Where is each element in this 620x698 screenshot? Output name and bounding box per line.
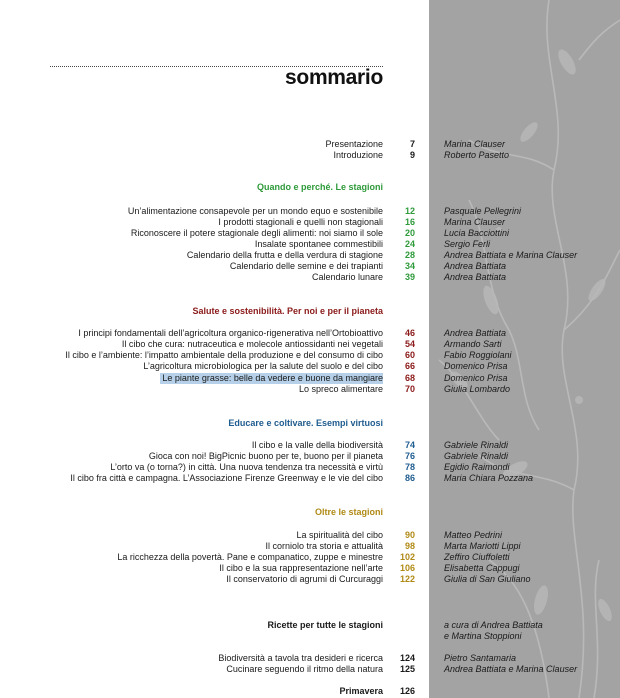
toc-entry[interactable] xyxy=(0,473,620,484)
entry-title: Un’alimentazione consapevole per un mondo equo e sostenibile xyxy=(127,206,383,216)
entry-author: Sergio Ferli xyxy=(444,239,491,249)
entry-author: Domenico Prisa xyxy=(444,373,508,383)
curator-line: a cura di Andrea Battiata xyxy=(444,620,543,630)
entry-author: Marta Mariotti Lippi xyxy=(444,541,521,551)
entry-author: Lucia Bacciottini xyxy=(444,228,510,238)
toc-entry[interactable] xyxy=(0,250,620,261)
toc-entry-season[interactable] xyxy=(0,686,620,697)
entry-author: Armando Sarti xyxy=(444,339,502,349)
entry-author: Gabriele Rinaldi xyxy=(444,440,509,450)
entry-title: La spiritualità del cibo xyxy=(296,530,383,540)
toc-entry[interactable] xyxy=(0,361,620,372)
entry-title: Il conservatorio di agrumi di Curcuraggi xyxy=(226,574,383,584)
section-heading: Educare e coltivare. Esempi virtuosi xyxy=(228,418,383,428)
entry-author: Domenico Prisa xyxy=(444,361,508,371)
entry-author: Andrea Battiata xyxy=(444,272,507,282)
toc-entry-highlighted[interactable] xyxy=(0,373,620,384)
entry-page: 7 xyxy=(409,139,415,149)
entry-title: Primavera xyxy=(339,686,383,696)
section-heading: Quando e perché. Le stagioni xyxy=(256,182,383,192)
entry-page: 122 xyxy=(399,574,415,584)
entry-author: Pietro Santamaria xyxy=(444,653,517,663)
entry-title: Le piante grasse: belle da vedere e buone da mangiare xyxy=(162,373,383,383)
entry-page: 16 xyxy=(404,217,415,227)
entry-title: I principi fondamentali dell’agricoltura organico-rigenerativa nell’Ortobioattivo xyxy=(78,328,383,338)
toc-entry[interactable] xyxy=(0,653,620,664)
toc-entry[interactable] xyxy=(0,664,620,675)
toc-entry[interactable] xyxy=(0,541,620,552)
entry-author: Egidio Raimondi xyxy=(444,462,510,472)
entry-author: Andrea Battiata e Marina Clauser xyxy=(444,664,578,674)
entry-page: 76 xyxy=(404,451,415,461)
entry-author: Elisabetta Cappugi xyxy=(444,563,520,573)
entry-author: Giulia di San Giuliano xyxy=(444,574,531,584)
entry-author: Marina Clauser xyxy=(444,139,506,149)
toc-entry[interactable] xyxy=(0,328,620,339)
toc-entry[interactable] xyxy=(0,272,620,283)
entry-title: Il cibo e la valle della biodiversità xyxy=(251,440,383,450)
entry-title: Biodiversità a tavola tra desideri e ricerca xyxy=(218,653,383,663)
section-heading: Ricette per tutte le stagioni xyxy=(267,620,383,630)
entry-page: 78 xyxy=(404,462,415,472)
toc-entry[interactable] xyxy=(0,552,620,563)
entry-title: I prodotti stagionali e quelli non stagionali xyxy=(218,217,383,227)
page-title: sommario xyxy=(285,66,383,89)
entry-page: 125 xyxy=(399,664,415,674)
entry-author: Zeffiro Ciuffoletti xyxy=(444,552,510,562)
entry-page: 68 xyxy=(404,373,415,383)
entry-title: Il cibo e l’ambiente: l’impatto ambientale della produzione e del consumo di cibo xyxy=(65,350,383,360)
toc-entry[interactable] xyxy=(0,384,620,395)
toc-entry[interactable] xyxy=(0,563,620,574)
entry-page: 74 xyxy=(404,440,415,450)
entry-author: Maria Chiara Pozzana xyxy=(444,473,534,483)
entry-title: Calendario della frutta e della verdura di stagione xyxy=(186,250,383,260)
toc-entry[interactable] xyxy=(0,150,620,161)
entry-title: Introduzione xyxy=(333,150,383,160)
entry-author: Gabriele Rinaldi xyxy=(444,451,509,461)
recipes-curator-row xyxy=(0,631,620,642)
entry-page: 106 xyxy=(399,563,415,573)
entry-author: Fabio Roggiolani xyxy=(444,350,512,360)
entry-page: 12 xyxy=(404,206,415,216)
entry-author: Roberto Pasetto xyxy=(444,150,510,160)
entry-author: Andrea Battiata xyxy=(444,261,507,271)
entry-page: 9 xyxy=(409,150,415,160)
entry-page: 126 xyxy=(399,686,415,696)
section-heading: Salute e sostenibilità. Per noi e per il pianeta xyxy=(192,306,383,316)
entry-title: Insalate spontanee commestibili xyxy=(254,239,383,249)
entry-page: 70 xyxy=(404,384,415,394)
toc-entry[interactable] xyxy=(0,530,620,541)
entry-author: Giulia Lombardo xyxy=(444,384,511,394)
entry-title: Cucinare seguendo il ritmo della natura xyxy=(226,664,383,674)
toc-entry[interactable] xyxy=(0,350,620,361)
entry-page: 90 xyxy=(404,530,415,540)
entry-title: Presentazione xyxy=(325,139,383,149)
entry-title: Il cibo fra città e campagna. L’Associazione Firenze Greenway e le vie del cibo xyxy=(70,473,383,483)
entry-page: 39 xyxy=(404,272,415,282)
entry-author: Matteo Pedrini xyxy=(444,530,503,540)
entry-page: 98 xyxy=(404,541,415,551)
entry-title: Calendario lunare xyxy=(311,272,383,282)
entry-title: L’orto va (o torna?) in città. Una nuova tendenza tra necessità e virtù xyxy=(110,462,383,472)
toc-entry[interactable] xyxy=(0,139,620,150)
toc-entry[interactable] xyxy=(0,462,620,473)
toc-entry[interactable] xyxy=(0,206,620,217)
toc-entry[interactable] xyxy=(0,239,620,250)
entry-page: 24 xyxy=(404,239,415,249)
entry-title: Calendario delle semine e dei trapianti xyxy=(229,261,383,271)
toc-entry[interactable] xyxy=(0,228,620,239)
entry-title: Riconoscere il potere stagionale degli alimenti: noi siamo il sole xyxy=(130,228,383,238)
entry-page: 28 xyxy=(404,250,415,260)
entry-page: 46 xyxy=(404,328,415,338)
toc-entry[interactable] xyxy=(0,339,620,350)
entry-title: Gioca con noi! BigPicnic buono per te, buono per il pianeta xyxy=(148,451,383,461)
entry-author: Andrea Battiata xyxy=(444,328,507,338)
toc-entry[interactable] xyxy=(0,261,620,272)
toc-entry[interactable] xyxy=(0,574,620,585)
toc-entry[interactable] xyxy=(0,451,620,462)
entry-page: 102 xyxy=(399,552,415,562)
entry-title: L’agricoltura microbiologica per la salute del suolo e del cibo xyxy=(143,361,383,371)
entry-title: Il cibo e la sua rappresentazione nell’arte xyxy=(219,563,383,573)
entry-title: Il corniolo tra storia e attualità xyxy=(265,541,383,551)
entry-author: Pasquale Pellegrini xyxy=(444,206,522,216)
toc-entry[interactable] xyxy=(0,440,620,451)
entry-title: Il cibo che cura: nutraceutica e molecole antiossidanti nei vegetali xyxy=(121,339,383,349)
entry-title: Lo spreco alimentare xyxy=(298,384,383,394)
entry-page: 54 xyxy=(404,339,415,349)
entry-author: Marina Clauser xyxy=(444,217,506,227)
curator-line: e Martina Stoppioni xyxy=(444,631,522,641)
entry-page: 86 xyxy=(404,473,415,483)
entry-page: 66 xyxy=(404,361,415,371)
section-heading: Oltre le stagioni xyxy=(314,507,383,517)
entry-title: La ricchezza della povertà. Pane e companatico, zuppe e minestre xyxy=(117,552,383,562)
entry-page: 34 xyxy=(404,261,415,271)
recipes-heading-row xyxy=(0,620,620,631)
entry-page: 60 xyxy=(404,350,415,360)
toc-entry[interactable] xyxy=(0,217,620,228)
entry-page: 20 xyxy=(404,228,415,238)
entry-page: 124 xyxy=(399,653,415,663)
entry-author: Andrea Battiata e Marina Clauser xyxy=(444,250,578,260)
